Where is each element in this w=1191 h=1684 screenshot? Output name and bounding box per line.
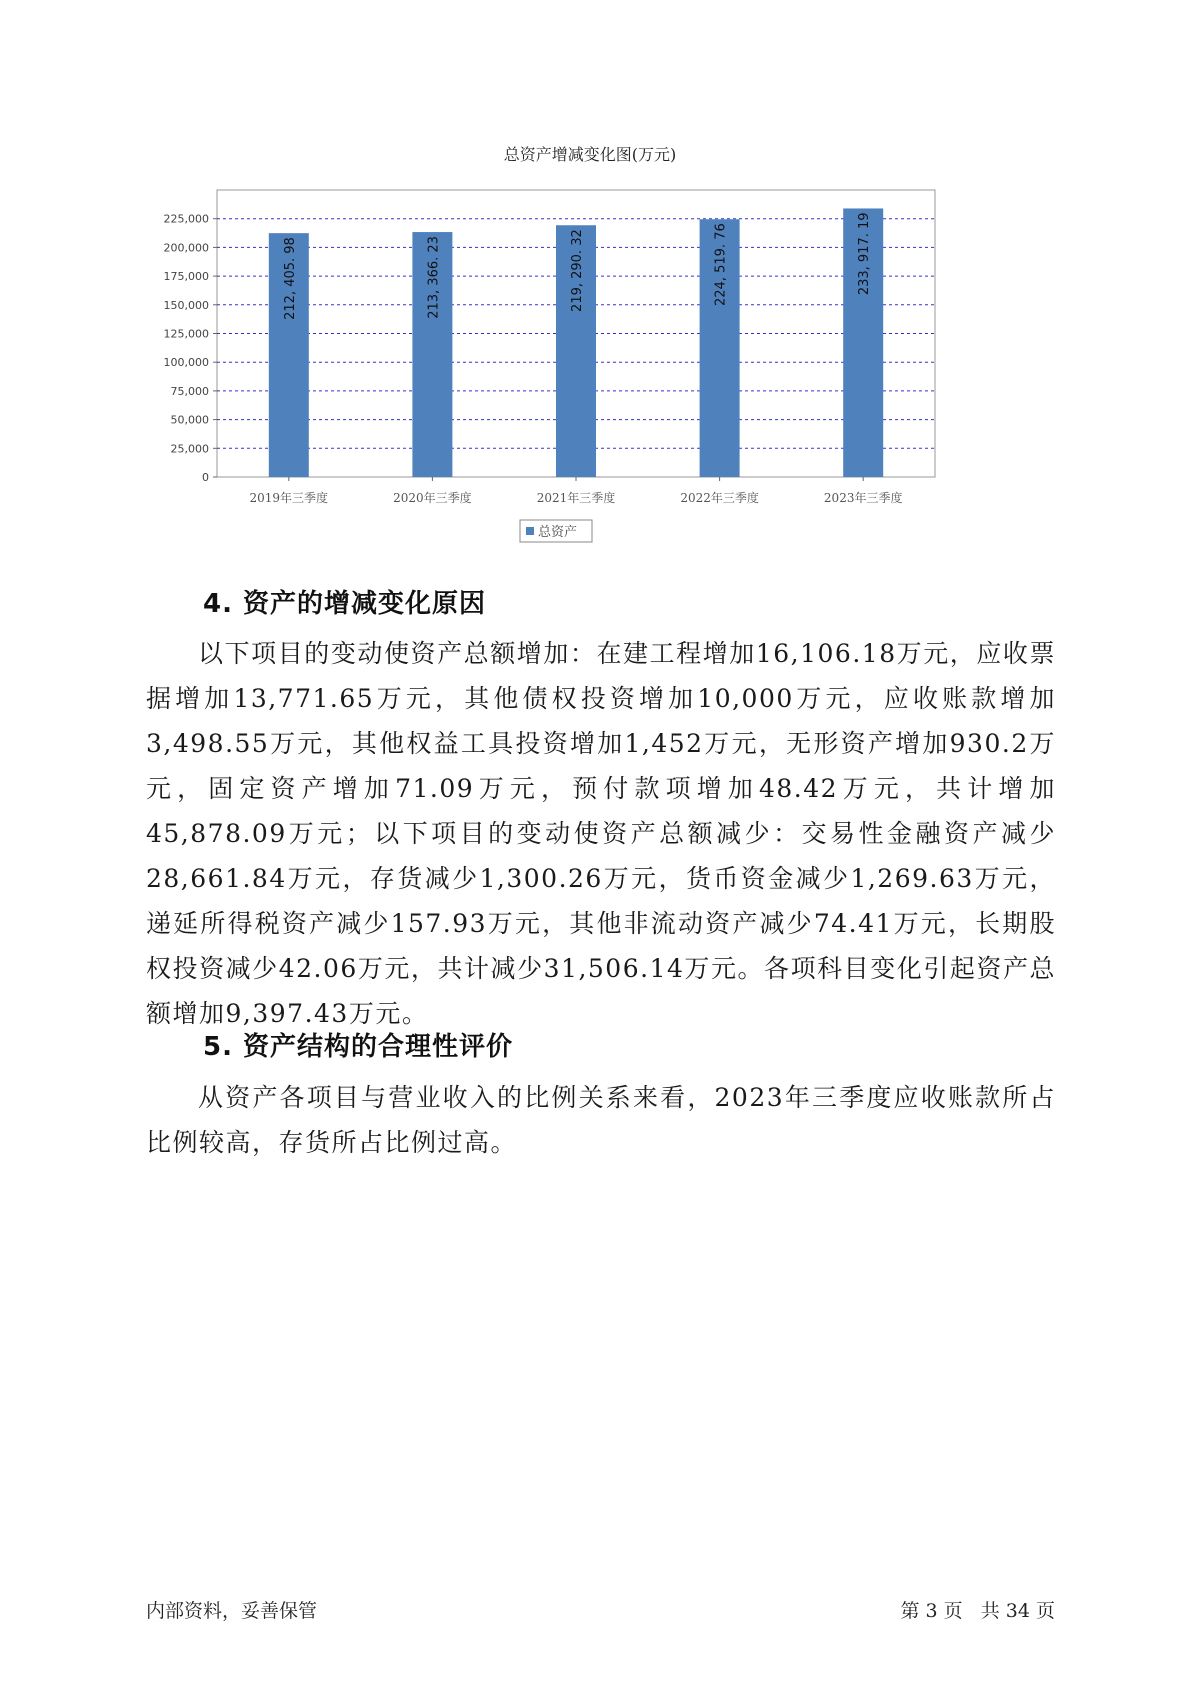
legend-label: 总资产: [538, 525, 578, 540]
footer-page-number: 第 3 页 共 34 页: [900, 1600, 1055, 1622]
y-tick-label: 25,000: [170, 442, 209, 456]
chart-title: 总资产增减变化图(万元): [503, 145, 677, 164]
x-tick-label: 2021年三季度: [536, 491, 616, 505]
section-5-paragraph: 从资产各项目与营业收入的比例关系来看，2023年三季度应收账款所占比例较高，存货所占比例过高。: [146, 1083, 1056, 1157]
y-tick-label: 50,000: [170, 413, 209, 427]
legend-swatch: [526, 527, 534, 535]
x-tick-label: 2022年三季度: [680, 491, 759, 505]
x-tick-label: 2019年三季度: [249, 491, 329, 505]
x-tick-label: 2020年三季度: [393, 491, 472, 505]
y-tick-label: 100,000: [163, 356, 209, 370]
x-tick-label: 2023年三季度: [823, 491, 903, 505]
y-tick-label: 125,000: [163, 327, 209, 341]
y-tick-label: 75,000: [170, 384, 209, 398]
y-tick-label: 225,000: [163, 212, 209, 226]
section-4-heading: 4. 资产的增减变化原因: [203, 589, 487, 619]
section-4-paragraph: 以下项目的变动使资产总额增加：在建工程增加16,106.18万元，应收票据增加13,771.65万元，其他债权投资增加10,000万元，应收账款增加3,498.55万元，其他权益工具投资增加1,452万元，无形资产增加930.2万元，固定资产增加71.09万元，预付款项增加48.42万元，共计增加45,878.09万元；以下项目的变动使资产总额减少：交易性金融资产减少28,661.84万元，存货减少1,300.26万元，货币资金减少1,269.63万元，递延所得税资产减少157.93万元，其他非流动资产减少74.41万元，长期股权投资减少42.06万元，共计减少31,506.14万元。各项科目变化引起资产总额增加9,397.43万元。: [146, 639, 1056, 1028]
bar-value-label: 212, 405. 98: [282, 237, 298, 320]
section-5-heading: 5. 资产结构的合理性评价: [203, 1032, 514, 1062]
bar-value-label: 224, 519. 76: [713, 223, 729, 306]
y-tick-label: 150,000: [163, 298, 209, 312]
bar-value-label: 233, 917. 19: [857, 212, 873, 296]
bar-value-label: 219, 290. 32: [570, 229, 585, 312]
y-tick-label: 175,000: [163, 270, 209, 284]
y-tick-label: 0: [202, 471, 209, 484]
y-tick-label: 200,000: [163, 241, 209, 255]
total-assets-chart: [150, 140, 1030, 600]
chart-canvas: [150, 180, 1030, 600]
footer-confidential-note: 内部资料，妥善保管: [146, 1600, 318, 1622]
bar-value-label: 213, 366. 23: [426, 236, 442, 319]
